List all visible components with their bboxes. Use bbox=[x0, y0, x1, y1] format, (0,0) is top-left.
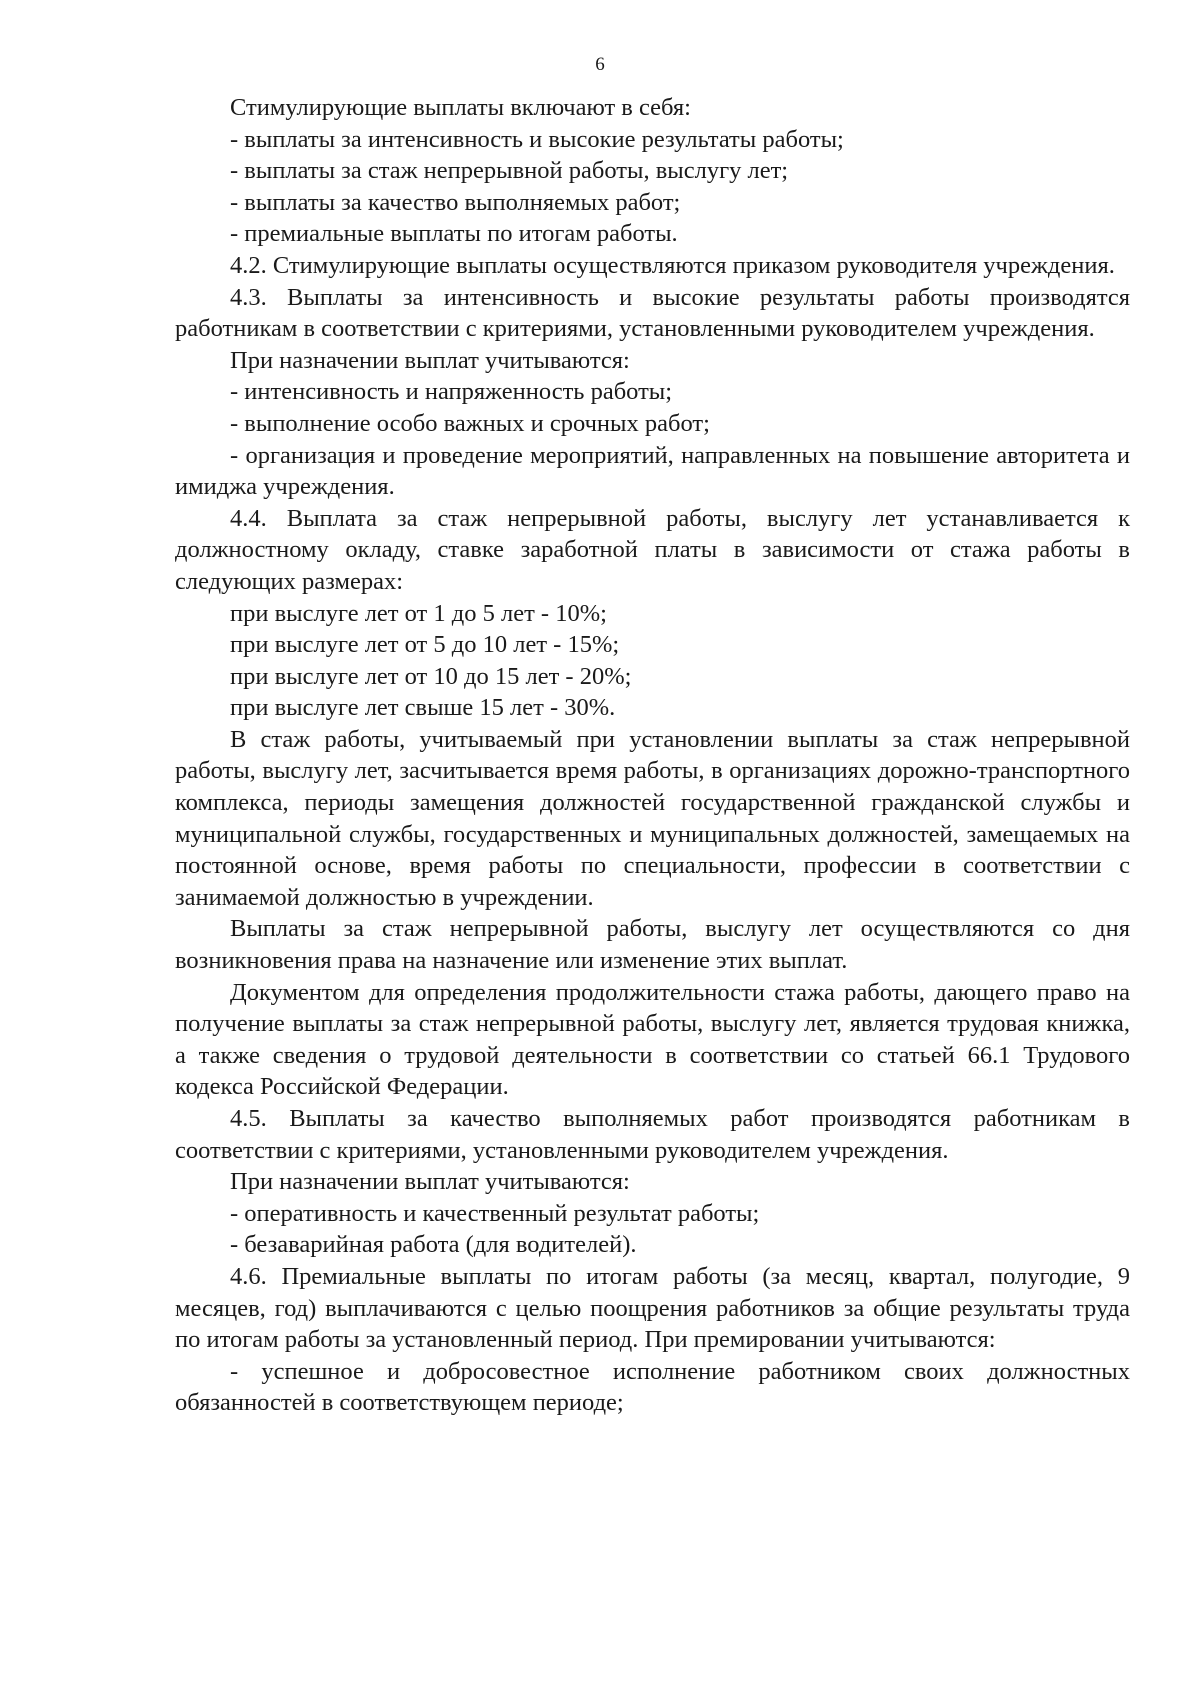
list-item: - интенсивность и напряженность работы; bbox=[230, 378, 673, 406]
list-item: при выслуге лет от 10 до 15 лет - 20%; bbox=[230, 662, 632, 690]
list-item: при выслуге лет свыше 15 лет - 30%. bbox=[230, 694, 616, 722]
paragraph: 4.6. Премиальные выплаты по итогам работы (за месяц, квартал, полугодие, 9 месяцев, год) выплачиваются с целью поощрения работников за общие результаты труда по итогам работы за установленный период. При премировании учитываются: bbox=[175, 1262, 1130, 1354]
paragraph: При назначении выплат учитываются: bbox=[230, 1168, 630, 1196]
list-item: - выплаты за интенсивность и высокие результаты работы; bbox=[230, 125, 844, 153]
list-item: - выполнение особо важных и срочных работ; bbox=[230, 409, 710, 437]
paragraph: При назначении выплат учитываются: bbox=[230, 346, 630, 374]
document-body bbox=[175, 92, 1130, 1419]
list-item: - выплаты за стаж непрерывной работы, выслугу лет; bbox=[230, 157, 789, 185]
paragraph: 4.4. Выплата за стаж непрерывной работы, выслугу лет устанавливается к должностному окладу, ставке заработной платы в зависимости от стажа работы в следующих размерах: bbox=[175, 504, 1130, 595]
paragraph: Выплаты за стаж непрерывной работы, выслугу лет осуществляются со дня возникновения права на назначение или изменение этих выплат. bbox=[175, 915, 1130, 975]
list-item: при выслуге лет от 5 до 10 лет - 15%; bbox=[230, 631, 620, 659]
list-item: - премиальные выплаты по итогам работы. bbox=[230, 220, 678, 248]
paragraph: В стаж работы, учитываемый при установлении выплаты за стаж непрерывной работы, выслугу лет, засчитывается время работы, в организациях дорожно-транспортного комплекса, периоды замещения должностей государственной гражданской службы и муниципальной службы, государственных и муниципальных должностей, замещаемых на постоянной основе, время работы по специальности, профессии в соответствии с занимаемой должностью в учреждении. bbox=[175, 725, 1130, 911]
list-item: - организация и проведение мероприятий, направленных на повышение авторитета и имиджа учреждения. bbox=[175, 441, 1130, 501]
paragraph: Стимулирующие выплаты включают в себя: bbox=[230, 94, 691, 121]
paragraph: 4.2. Стимулирующие выплаты осуществляются приказом руководителя учреждения. bbox=[230, 251, 1115, 279]
list-item: - оперативность и качественный результат работы; bbox=[230, 1199, 760, 1227]
paragraph: 4.3. Выплаты за интенсивность и высокие результаты работы производятся работникам в соответствии с критериями, установленными руководителем учреждения. bbox=[175, 283, 1130, 343]
list-item: - выплаты за качество выполняемых работ; bbox=[230, 188, 681, 216]
paragraph: 4.5. Выплаты за качество выполняемых работ производятся работникам в соответствии с критериями, установленными руководителем учреждения. bbox=[175, 1105, 1130, 1164]
paragraph: Документом для определения продолжительности стажа работы, дающего право на получение выплаты за стаж непрерывной работы, выслугу лет, является трудовая книжка, а также сведения о трудовой деятельности в соответствии со статьей 66.1 Трудового кодекса Российской Федерации. bbox=[175, 978, 1130, 1101]
list-item: - безаварийная работа (для водителей). bbox=[230, 1231, 637, 1259]
list-item: - успешное и добросовестное исполнение работником своих должностных обязанностей в соответствующем периоде; bbox=[175, 1357, 1130, 1417]
page-number: 6 bbox=[595, 54, 605, 75]
list-item: при выслуге лет от 1 до 5 лет - 10%; bbox=[230, 599, 607, 627]
